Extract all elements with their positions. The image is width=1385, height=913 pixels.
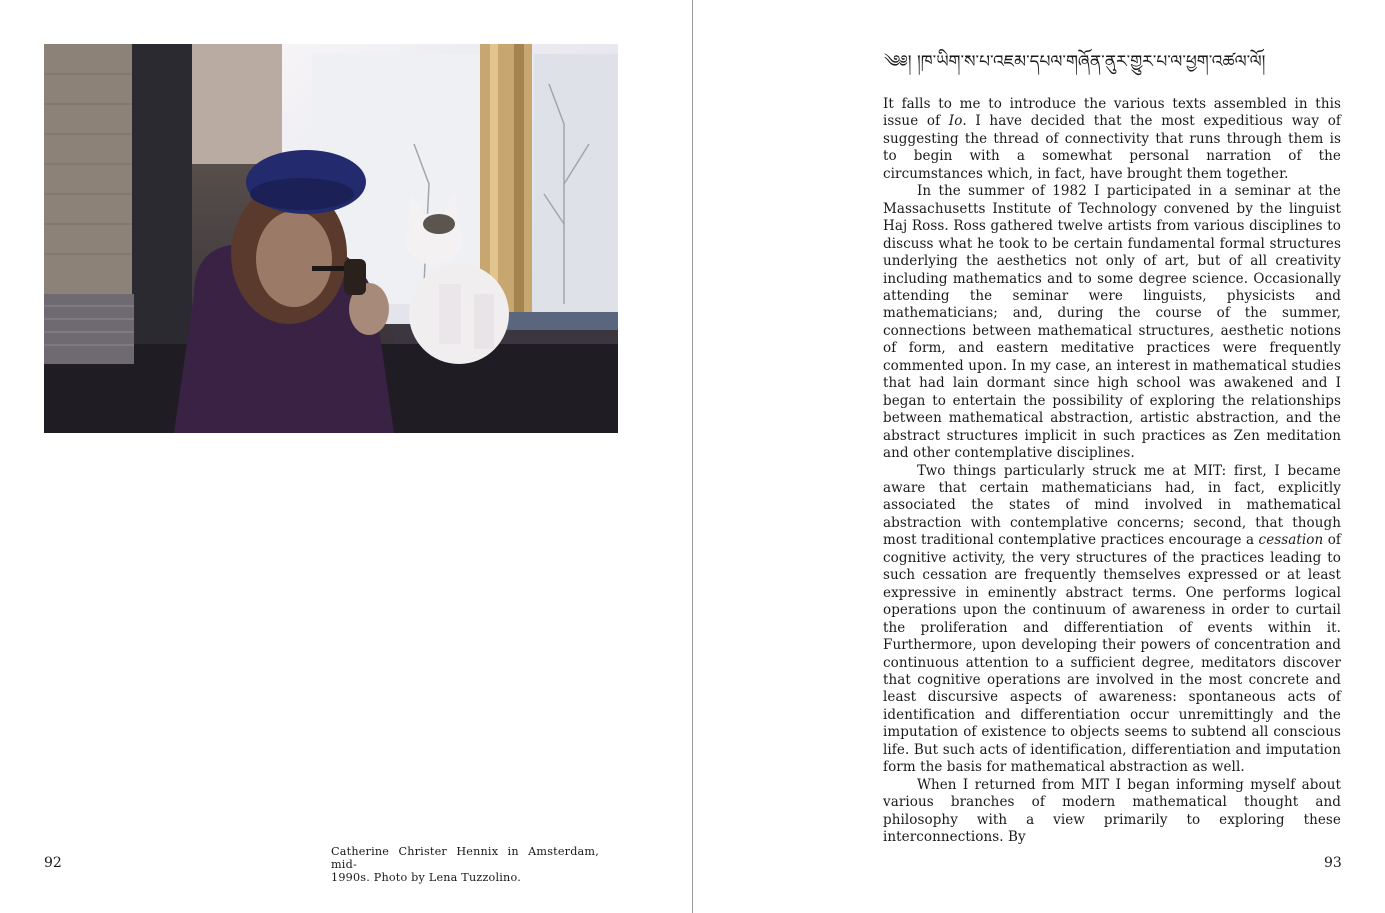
tibetan-header: ༄༅། །ཁ་ཡིག་ས་པ་འཇམ་དཔལ་གཞོན་ནུར་གྱུར་པ་ལ་ཕྱག་འཚལ་ལོ། [884, 52, 1266, 72]
page-number-left: 92 [44, 855, 62, 871]
photo [44, 44, 618, 433]
body-text [883, 96, 1341, 846]
page-number-right: 93 [1324, 855, 1342, 871]
paragraph-3: Two things particularly struck me at MIT: first, I became aware that certain mathematicians had, in fact, explicitly associated the states of mind involved in mathematical abstraction with contemplative concerns; second, that though most traditional contemplative practices encourage a cessation of cognitive activity, the very structures of the practices leading to such cessation are frequently themselves expressed or at least expressive in eminently abstract terms. One performs logical operations upon the continuum of awareness in order to curtail the proliferation and differentiation of events within it. Furthermore, upon developing their powers of concentration and continuous attention to a sufficient degree, meditators discover that cognitive operations are involved in the most concrete and least discursive aspects of awareness: spontaneous acts of identification and differentiation occur unremittingly and the imputation of existence to objects seems to subtend all conscious life. But such acts of identification, differentiation and imputation form the basis for mathematical abstraction as well. [883, 462, 1342, 776]
paragraph-4: When I returned from MIT I began informing myself about various branches of modern mathematical thought and philosophy with a view primarily to exploring these interconnections. By [883, 776, 1341, 846]
photo-caption: Catherine Christer Hennix in Amsterdam, mid- 1990s. Photo by Lena Tuzzolino. [331, 845, 599, 884]
page-gutter [692, 0, 693, 913]
paragraph-2: In the summer of 1982 I participated in a seminar at the Massachusetts Institute of Technology convened by the linguist Haj Ross. Ross gathered twelve artists from various disciplines to discuss what he took to be certain fundamental formal structures underlying the aesthetics not only of art, but of all creativity including mathematics and to some degree science. Occasionally attending the seminar were linguists, physicists and mathematicians; and, during the course of the summer, connections between mathematical structures, aesthetic notions of form, and eastern meditative practices were frequently commented upon. In my case, an interest in mathematical studies that had lain dormant since high school was awakened and I began to entertain the possibility of exploring the relationships between mathematical abstraction, artistic abstraction, and the abstract structures implicit in such practices as Zen meditation and other contemplative disciplines. [883, 183, 1341, 462]
paragraph-1: It falls to me to introduce the various texts assembled in this issue of Io. I have decided that the most expeditious way of suggesting the thread of connectivity that runs through them is to begin with a somewhat personal narration of the circumstances which, in fact, have brought them together. [883, 96, 1341, 182]
